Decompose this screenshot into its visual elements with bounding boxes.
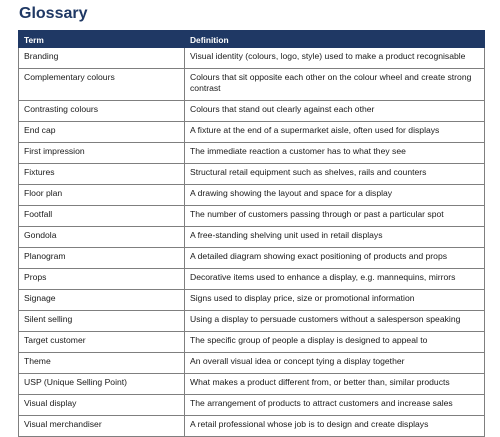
term-cell: Gondola: [19, 227, 185, 248]
definition-cell: An overall visual idea or concept tying a display together: [185, 353, 485, 374]
table-row: [19, 101, 485, 122]
table-body: [19, 48, 485, 437]
term-cell: Target customer: [19, 332, 185, 353]
term-cell: Contrasting colours: [19, 101, 185, 122]
table-row: [19, 48, 485, 69]
term-cell: Props: [19, 269, 185, 290]
term-cell: Fixtures: [19, 164, 185, 185]
definition-cell: The immediate reaction a customer has to what they see: [185, 143, 485, 164]
definition-cell: Using a display to persuade customers without a salesperson speaking: [185, 311, 485, 332]
term-cell: Footfall: [19, 206, 185, 227]
table-row: [19, 290, 485, 311]
definition-cell: The arrangement of products to attract customers and increase sales: [185, 395, 485, 416]
term-cell: Signage: [19, 290, 185, 311]
table-row: [19, 374, 485, 395]
table-row: [19, 353, 485, 374]
definition-cell: What makes a product different from, or better than, similar products: [185, 374, 485, 395]
definition-cell: Colours that sit opposite each other on the colour wheel and create strong contrast: [185, 69, 485, 101]
definition-cell: The specific group of people a display is designed to appeal to: [185, 332, 485, 353]
table-row: [19, 311, 485, 332]
term-cell: Visual display: [19, 395, 185, 416]
table-row: [19, 185, 485, 206]
glossary-table: [18, 30, 485, 437]
term-cell: Visual merchandiser: [19, 416, 185, 437]
definition-cell: A free-standing shelving unit used in retail displays: [185, 227, 485, 248]
term-cell: USP (Unique Selling Point): [19, 374, 185, 395]
table-row: [19, 206, 485, 227]
term-cell: First impression: [19, 143, 185, 164]
definition-cell: Visual identity (colours, logo, style) used to make a product recognisable: [185, 48, 485, 69]
term-cell: Silent selling: [19, 311, 185, 332]
definition-cell: The number of customers passing through or past a particular spot: [185, 206, 485, 227]
table-row: [19, 269, 485, 290]
table-row: [19, 69, 485, 101]
column-header-definition: Definition: [185, 31, 485, 48]
term-cell: Planogram: [19, 248, 185, 269]
table-row: [19, 122, 485, 143]
definition-cell: A fixture at the end of a supermarket aisle, often used for displays: [185, 122, 485, 143]
table-row: [19, 248, 485, 269]
term-cell: End cap: [19, 122, 185, 143]
definition-cell: Decorative items used to enhance a display, e.g. mannequins, mirrors: [185, 269, 485, 290]
definition-cell: Colours that stand out clearly against each other: [185, 101, 485, 122]
glossary-page: [18, 4, 484, 437]
page-title: Glossary: [19, 5, 88, 22]
table-row: [19, 332, 485, 353]
table-row: [19, 164, 485, 185]
definition-cell: Structural retail equipment such as shelves, rails and counters: [185, 164, 485, 185]
definition-cell: A detailed diagram showing exact positioning of products and props: [185, 248, 485, 269]
table-row: [19, 143, 485, 164]
table-row: [19, 395, 485, 416]
term-cell: Theme: [19, 353, 185, 374]
definition-cell: Signs used to display price, size or promotional information: [185, 290, 485, 311]
column-header-term: Term: [19, 31, 185, 48]
term-cell: Branding: [19, 48, 185, 69]
table-row: [19, 227, 485, 248]
definition-cell: A drawing showing the layout and space for a display: [185, 185, 485, 206]
table-header-row: [19, 31, 485, 48]
table-row: [19, 416, 485, 437]
term-cell: Complementary colours: [19, 69, 185, 101]
definition-cell: A retail professional whose job is to design and create displays: [185, 416, 485, 437]
term-cell: Floor plan: [19, 185, 185, 206]
